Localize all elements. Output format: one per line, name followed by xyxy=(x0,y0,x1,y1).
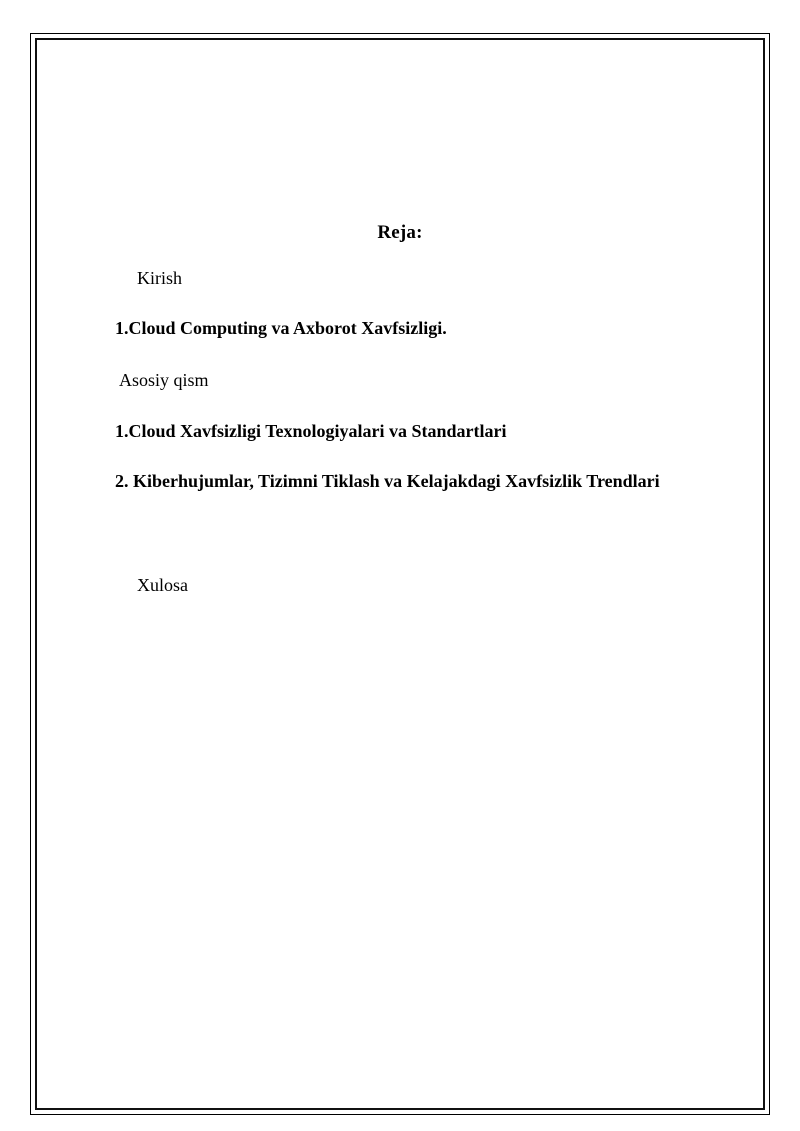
outline-item-xulosa: Xulosa xyxy=(137,575,188,595)
outline-item-asosiy-qism: Asosiy qism xyxy=(119,370,209,390)
outline-item-2: 1.Cloud Xavfsizligi Texnologiyalari va Standartlari xyxy=(115,421,507,441)
outline-item-kirish: Kirish xyxy=(137,268,182,288)
outline-item-1: 1.Cloud Computing va Axborot Xavfsizligi. xyxy=(115,318,447,338)
page-title: Reja: xyxy=(377,222,423,243)
outline-item-3: 2. Kiberhujumlar, Tizimni Tiklash va Kelajakdagi Xavfsizlik Trendlari xyxy=(115,471,660,491)
document-content xyxy=(37,40,763,1108)
